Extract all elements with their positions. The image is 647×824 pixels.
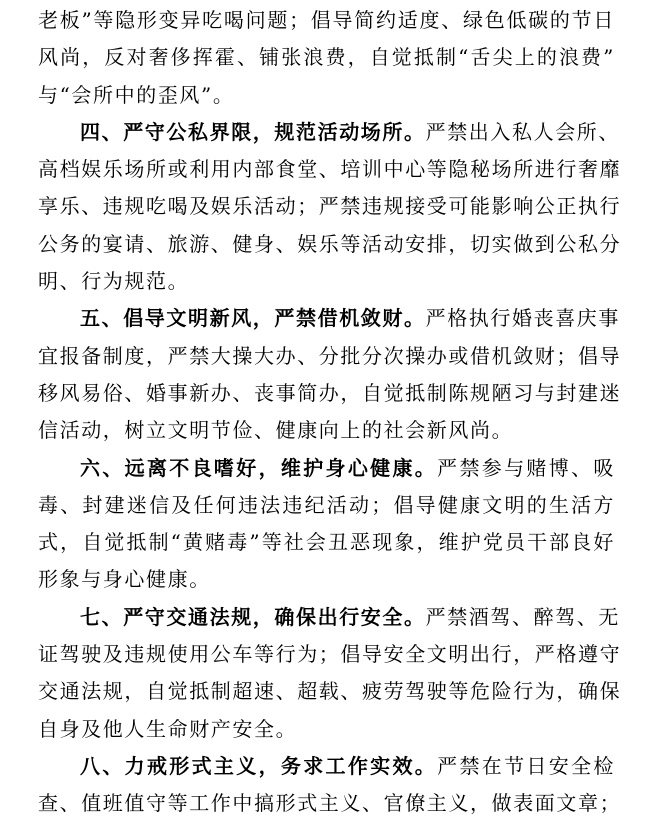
text-line (38, 748, 615, 785)
text-line: 明、行为规范。 (38, 269, 190, 294)
paragraph (38, 114, 622, 300)
section-text: 严禁酒驾、醉驾、无 (425, 604, 621, 629)
text-line: 信活动，树立文明节俭、健康向上的社会新风尚。 (38, 418, 514, 443)
section-text: 严格执行婚丧喜庆事 (425, 306, 621, 331)
paragraph (38, 748, 622, 823)
text-line: 风尚，反对奢侈挥霍、铺张浪费，自觉抵制“舌尖上的浪费” (38, 45, 615, 70)
paragraph (38, 2, 615, 114)
section-heading: 四、严守公私界限，规范活动场所。 (80, 119, 426, 144)
section-heading: 八、力戒形式主义，务求工作实效。 (80, 753, 438, 778)
section-text: 严禁在节日安全检 (437, 753, 615, 778)
text-line (38, 599, 621, 636)
text-line: 公务的宴请、旅游、健身、娱乐等活动安排，切实做到公私分 (38, 231, 622, 256)
text-line: 自身及他人生命财产安全。 (38, 716, 298, 741)
section-text: 严禁出入私人会所、 (425, 119, 621, 144)
text-line: 老板”等隐形变异吃喝问题；倡导简约适度、绿色低碳的节日 (38, 8, 615, 32)
section-heading: 五、倡导文明新风，严禁借机敛财。 (80, 306, 426, 331)
paragraph (38, 599, 622, 748)
text-line: 交通法规，自觉抵制超速、超载、疲劳驾驶等危险行为，确保 (38, 679, 622, 704)
section-text: 严禁参与赌博、吸 (437, 455, 615, 480)
section-heading: 七、严守交通法规，确保出行安全。 (80, 604, 426, 629)
text-line: 高档娱乐场所或利用内部食堂、培训中心等隐秘场所进行奢靡 (38, 157, 622, 182)
text-line: 享乐、违规吃喝及娱乐活动；严禁违规接受可能影响公正执行 (38, 194, 622, 219)
text-line: 式，自觉抵制“黄赌毒”等社会丑恶现象，维护党员干部良好 (38, 530, 615, 555)
section-heading: 六、远离不良嗜好，维护身心健康。 (80, 455, 438, 480)
text-line (38, 450, 615, 487)
text-line (38, 114, 621, 151)
text-line: 与“会所中的歪风”。 (38, 82, 235, 107)
text-line: 形象与身心健康。 (38, 567, 211, 592)
paragraph (38, 300, 622, 449)
text-line: 查、值班值守等工作中搞形式主义、官僚主义，做表面文章； (38, 791, 622, 816)
text-line: 宜报备制度，严禁大操大办、分批分次操办或借机敛财；倡导 (38, 343, 622, 368)
text-line: 证驾驶及违规使用公车等行为；倡导安全文明出行，严格遵守 (38, 642, 622, 667)
paragraph (38, 450, 615, 599)
text-line: 移风易俗、婚事新办、丧事简办，自觉抵制陈规陋习与封建迷 (38, 380, 622, 405)
text-line: 毒、封建迷信及任何违法违纪活动；倡导健康文明的生活方 (38, 492, 615, 517)
text-line (38, 300, 621, 337)
